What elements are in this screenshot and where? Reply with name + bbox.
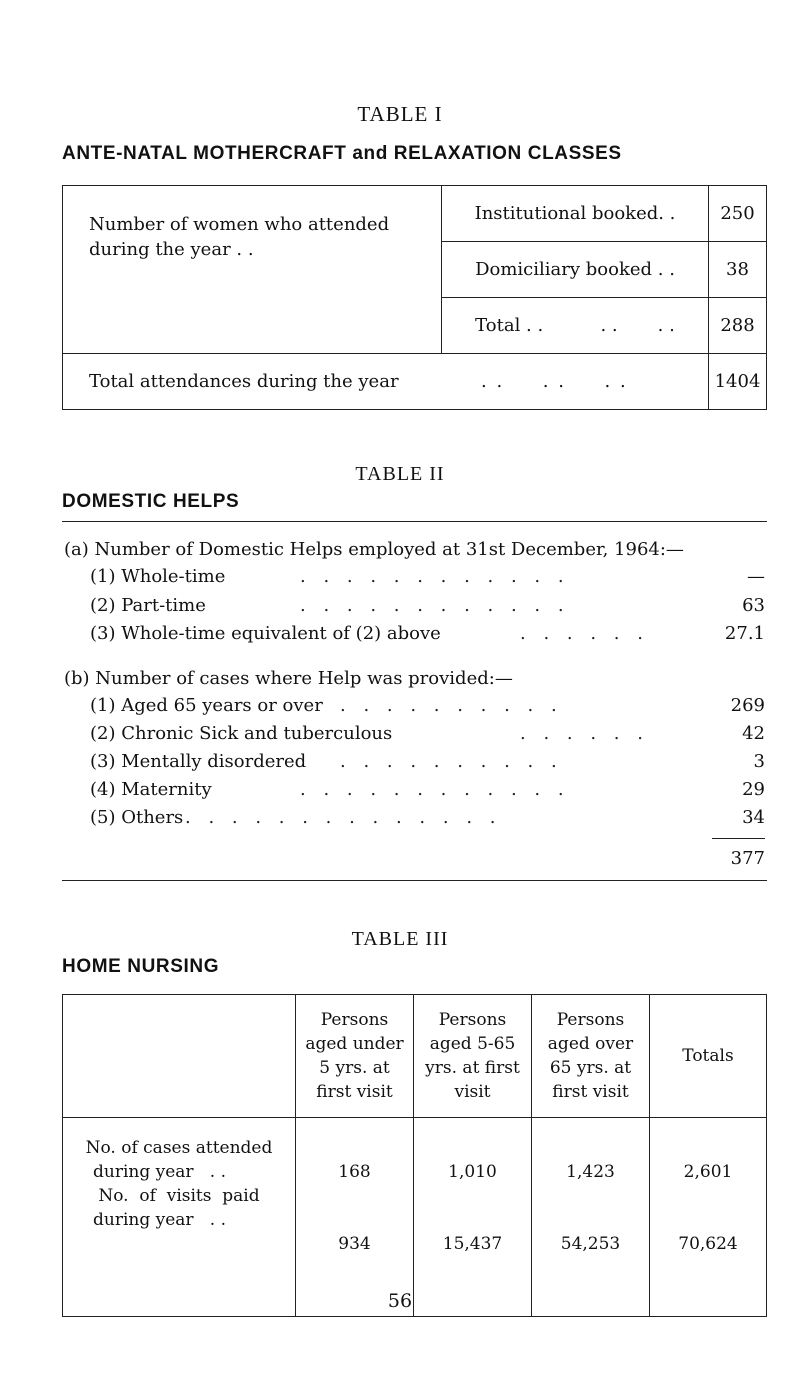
- table3-row2-label-line2: during year . .: [93, 1210, 226, 1230]
- table1-institutional-value: 250: [709, 186, 767, 242]
- table3-col-5to65: [414, 1118, 532, 1317]
- table3-header-5to65: Persons aged 5-65 yrs. at first visit: [414, 995, 532, 1118]
- table1-institutional-label: Institutional booked. .: [442, 186, 709, 242]
- table1-title: ANTE-NATAL MOTHERCRAFT and RELAXATION CLASSES: [62, 143, 622, 164]
- table3-col-over65: [532, 1118, 650, 1317]
- table3-corner: [63, 995, 296, 1118]
- table1-attendances-label-cell: [63, 354, 709, 410]
- table2-bottom-rule: [62, 880, 767, 881]
- table2-b-item-1: (1) Aged 65 years or over . . . . . . . . . . 269: [90, 695, 765, 716]
- table1-label: TABLE I: [357, 102, 443, 126]
- table3-row-labels: [63, 1118, 296, 1317]
- table1-attendances-leader: . . . . . .: [481, 371, 628, 392]
- table3-header-under5: Persons aged under 5 yrs. at first visit: [296, 995, 414, 1118]
- table1-domiciliary-label: Domiciliary booked . .: [442, 242, 709, 298]
- table3-row1-label-line1: No. of cases attended: [85, 1138, 273, 1158]
- table3-row1-label-line2: during year . .: [93, 1162, 226, 1182]
- table2-b-item-5: (5) Others . . . . . . . . . . . . . . 34: [90, 807, 765, 828]
- table2-sum-rule: [712, 838, 765, 839]
- table3-header-totals: Totals: [650, 995, 767, 1118]
- table1-row-label: Number of women who attended during the year . .: [63, 186, 442, 354]
- table3-r1-over65: 1,423: [566, 1162, 615, 1182]
- table2-section-a-heading: (a) Number of Domestic Helps employed at 31st December, 1964:—: [64, 539, 684, 560]
- table1: [62, 185, 767, 410]
- table3-label: TABLE III: [351, 928, 449, 950]
- table3-col-totals: [650, 1118, 767, 1317]
- table3-title: HOME NURSING: [62, 956, 220, 977]
- table1-total-value: 288: [709, 298, 767, 354]
- table1-attendances-label: Total attendances during the year: [89, 371, 399, 392]
- table2-b-item-3: (3) Mentally disordered . . . . . . . . . . 3: [90, 751, 765, 772]
- table3-r2-5to65: 15,437: [442, 1234, 503, 1254]
- table3-row2-label-line1: No. of visits paid: [98, 1186, 260, 1206]
- table2-label: TABLE II: [355, 463, 445, 485]
- table3-r1-under5: 168: [338, 1162, 371, 1182]
- table3-header-over65: Persons aged over 65 yrs. at first visit: [532, 995, 650, 1118]
- table3-col-under5: [296, 1118, 414, 1317]
- table3-r1-totals: 2,601: [683, 1162, 733, 1182]
- table1-attendances-value: 1404: [709, 354, 767, 410]
- table2-b-item-2: (2) Chronic Sick and tuberculous . . . . . . 42: [90, 723, 765, 744]
- table2-title: DOMESTIC HELPS: [62, 491, 240, 512]
- table2-a-item-1: (1) Whole-time . . . . . . . . . . . . —: [90, 566, 765, 587]
- table2-section-b-heading: (b) Number of cases where Help was provided:—: [64, 668, 513, 689]
- table3-r1-5to65: 1,010: [448, 1162, 497, 1182]
- table1-domiciliary-value: 38: [709, 242, 767, 298]
- table2-total: 377: [730, 848, 765, 869]
- table2-a-item-3: (3) Whole-time equivalent of (2) above . . . . . . 27.1: [90, 623, 765, 644]
- table3: [62, 994, 767, 1317]
- table2-top-rule: [62, 521, 767, 522]
- table2-a-item-2: (2) Part-time . . . . . . . . . . . . 63: [90, 595, 765, 616]
- page-number: 56: [387, 1290, 413, 1312]
- table2-b-item-4: (4) Maternity . . . . . . . . . . . . 29: [90, 779, 765, 800]
- table3-r2-under5: 934: [338, 1234, 371, 1254]
- table1-total-label: Total . . . . . .: [442, 298, 709, 354]
- table3-r2-totals: 70,624: [678, 1234, 738, 1254]
- table3-r2-over65: 54,253: [560, 1234, 621, 1254]
